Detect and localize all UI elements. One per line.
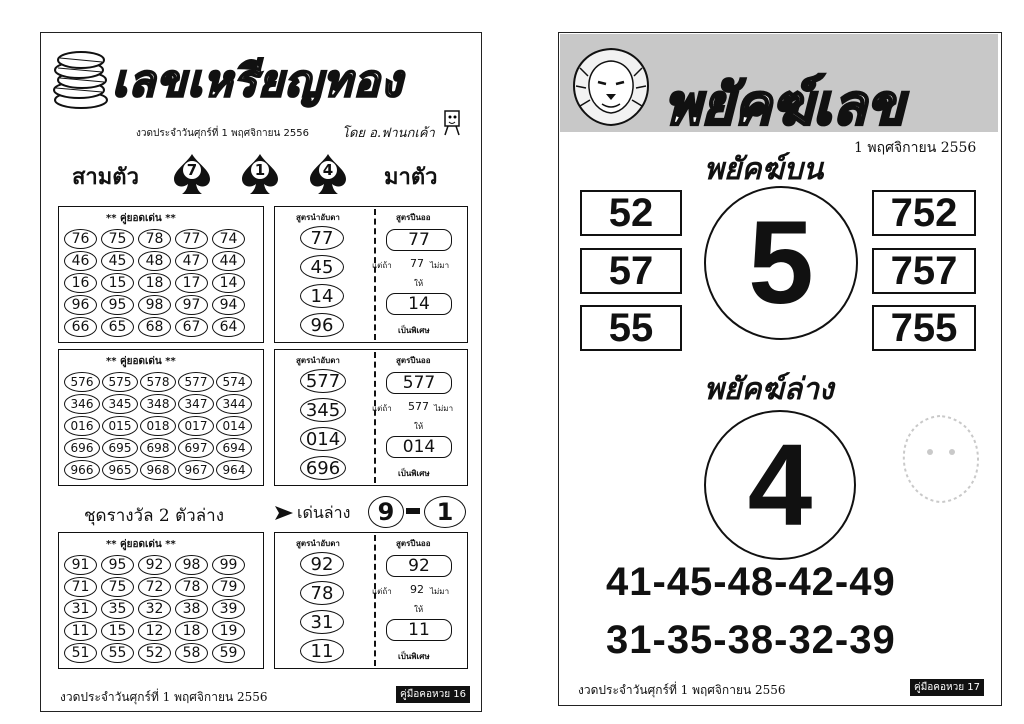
grid-number: 79 [212,577,245,597]
grid-number: 91 [64,555,97,575]
formula-number: 96 [300,313,344,337]
grid-number: 964 [216,460,252,480]
spade-digit: 1 [251,161,269,179]
grid-number: 46 [64,251,97,271]
outlier-header: สูตรปีนออ [396,356,431,365]
lead-digit-1: 9 [368,496,404,528]
grid-number: 98 [138,295,171,315]
grid-number: 75 [101,229,134,249]
formula-header: สูตรนำอับดา [296,213,340,222]
top-digit-circle: 5 [704,186,858,340]
lost-text-prefix: แต่ถ้า [372,587,392,596]
grid-number: 44 [212,251,245,271]
grid-number: 95 [101,555,134,575]
prize-label: ชุดรางวัล 2 ตัวล่าง [84,506,224,526]
grid-number: 015 [102,416,138,436]
grid-number: 77 [175,229,208,249]
grid-number: 346 [64,394,100,414]
outlier-header: สูตรปีนออ [396,213,431,222]
grid-number: 017 [178,416,214,436]
grid-number: 575 [102,372,138,392]
grid-number: 12 [138,621,171,641]
formula-number: 78 [300,581,344,605]
lost-text-number: 92 [410,583,424,596]
grid-number: 15 [101,273,134,293]
three-digit-box: 752 [872,190,976,236]
lead-dash [406,508,420,514]
grid-number: 47 [175,251,208,271]
lion-head-icon [568,46,654,128]
end-text: เป็นพิเศษ [398,326,430,335]
grid-number: 11 [64,621,97,641]
grid-number: 344 [216,394,252,414]
grid-number: 55 [101,643,134,663]
bottom-digit-circle: 4 [704,410,856,560]
grid-number: 76 [64,229,97,249]
formula-number: 014 [300,427,346,451]
left-title: เลขเหรียญทอง [112,56,403,107]
grid-number: 19 [212,621,245,641]
grid-number: 018 [140,416,176,436]
grid-number: 967 [178,460,214,480]
grid-number: 345 [102,394,138,414]
top-label: พยัคฆ์บน [704,152,824,187]
grid-number: 32 [138,599,171,619]
three-digit-box: 757 [872,248,976,294]
grid-number: 15 [101,621,134,641]
left-footer: งวดประจำวันศุกร์ที่ 1 พฤศจิกายน 2556 [60,690,268,704]
give-text: ให้ [414,605,424,614]
grid-number: 39 [212,599,245,619]
bottom-line-2: 31-35-38-32-39 [606,618,896,662]
grid-number: 65 [101,317,134,337]
grid-number: 18 [175,621,208,641]
grid-number: 51 [64,643,97,663]
formula-number: 345 [300,398,346,422]
grid-number: 95 [101,295,134,315]
grid-number: 014 [216,416,252,436]
panel-divider [374,535,376,666]
formula-number: 45 [300,255,344,279]
grid-number: 71 [64,577,97,597]
grid-number: 78 [175,577,208,597]
grid-number: 18 [138,273,171,293]
lion-watermark [892,408,988,508]
three-label: สามตัว [72,164,139,190]
lost-text-suffix: ไม่มา [430,261,450,270]
formula-number: 696 [300,456,346,480]
end-text: เป็นพิเศษ [398,652,430,661]
grid-number: 98 [175,555,208,575]
grid-number: 347 [178,394,214,414]
pair-grid-title: ** คู่ยอดเด่น ** [106,213,176,224]
end-text: เป็นพิเศษ [398,469,430,478]
grid-number: 97 [175,295,208,315]
spade-digit: 7 [183,161,201,179]
two-digit-box: 57 [580,248,682,294]
bottom-label: พยัคฆ์ล่าง [704,372,834,407]
right-date: 1 พฤศจิกายน 2556 [854,140,977,156]
lead-label: เด่นล่าง [297,503,351,522]
grid-number: 695 [102,438,138,458]
formula-number: 31 [300,610,344,634]
grid-number: 59 [212,643,245,663]
grid-number: 74 [212,229,245,249]
formula-number: 577 [300,369,346,393]
grid-number: 14 [212,273,245,293]
coin-stack-illustration [52,44,110,110]
grid-number: 48 [138,251,171,271]
grid-number: 96 [64,295,97,315]
grid-number: 99 [212,555,245,575]
grid-number: 698 [140,438,176,458]
left-subtitle: งวดประจำวันศุกร์ที่ 1 พฤศจิกายน 2556 [136,128,309,139]
formula-header: สูตรนำอับดา [296,356,340,365]
bottom-line-1: 41-45-48-42-49 [606,560,896,604]
formula-header: สูตรนำอับดา [296,539,340,548]
left-page-tag: คู่มือคอหวย 16 [396,686,470,703]
grid-number: 94 [212,295,245,315]
outlier-number-top: 577 [386,372,452,394]
grid-number: 31 [64,599,97,619]
pair-grid-title: ** คู่ยอดเด่น ** [106,539,176,550]
outlier-header: สูตรปีนออ [396,539,431,548]
grid-number: 966 [64,460,100,480]
lost-text-suffix: ไม่มา [430,587,450,596]
grid-number: 697 [178,438,214,458]
grid-number: 75 [101,577,134,597]
outlier-number-bottom: 014 [386,436,452,458]
grid-number: 38 [175,599,208,619]
grid-number: 92 [138,555,171,575]
grid-number: 58 [175,643,208,663]
grid-number: 696 [64,438,100,458]
two-digit-box: 52 [580,190,682,236]
lost-text-prefix: แต่ถ้า [372,404,392,413]
grid-number: 577 [178,372,214,392]
spade-digit: 4 [319,161,337,179]
lost-text-number: 77 [410,257,424,270]
grid-number: 52 [138,643,171,663]
grid-number: 578 [140,372,176,392]
panel-divider [374,209,376,340]
mascot-icon [438,108,466,138]
outlier-number-top: 92 [386,555,452,577]
grid-number: 968 [140,460,176,480]
outlier-number-bottom: 14 [386,293,452,315]
pair-grid-title: ** คู่ยอดเด่น ** [106,356,176,367]
lost-text-suffix: ไม่มา [434,404,454,413]
grid-number: 66 [64,317,97,337]
outlier-number-bottom: 11 [386,619,452,641]
formula-number: 14 [300,284,344,308]
lead-digit-2: 1 [424,496,466,528]
grid-number: 17 [175,273,208,293]
grid-number: 16 [64,273,97,293]
grid-number: 67 [175,317,208,337]
left-author: โดย อ.ฟานกเค้า [342,126,435,141]
grid-number: 35 [101,599,134,619]
right-footer: งวดประจำวันศุกร์ที่ 1 พฤศจิกายน 2556 [578,683,786,697]
grid-number: 965 [102,460,138,480]
formula-number: 11 [300,639,344,663]
grid-number: 576 [64,372,100,392]
grid-number: 64 [212,317,245,337]
three-digit-box: 755 [872,305,976,351]
arrow-icon [274,505,294,521]
grid-number: 016 [64,416,100,436]
panel-divider [374,352,376,483]
grid-number: 574 [216,372,252,392]
grid-number: 78 [138,229,171,249]
give-text: ให้ [414,422,424,431]
formula-number: 92 [300,552,344,576]
grid-number: 68 [138,317,171,337]
lost-text-prefix: แต่ถ้า [372,261,392,270]
grid-number: 72 [138,577,171,597]
grid-number: 45 [101,251,134,271]
give-text: ให้ [414,279,424,288]
grid-number: 348 [140,394,176,414]
outlier-number-top: 77 [386,229,452,251]
grid-number: 694 [216,438,252,458]
lost-text-number: 577 [408,400,429,413]
formula-number: 77 [300,226,344,250]
two-digit-box: 55 [580,305,682,351]
come-label: มาตัว [384,164,438,190]
right-title: พยัคฆ์เลข [664,72,905,138]
right-page-tag: คู่มือคอหวย 17 [910,679,984,696]
